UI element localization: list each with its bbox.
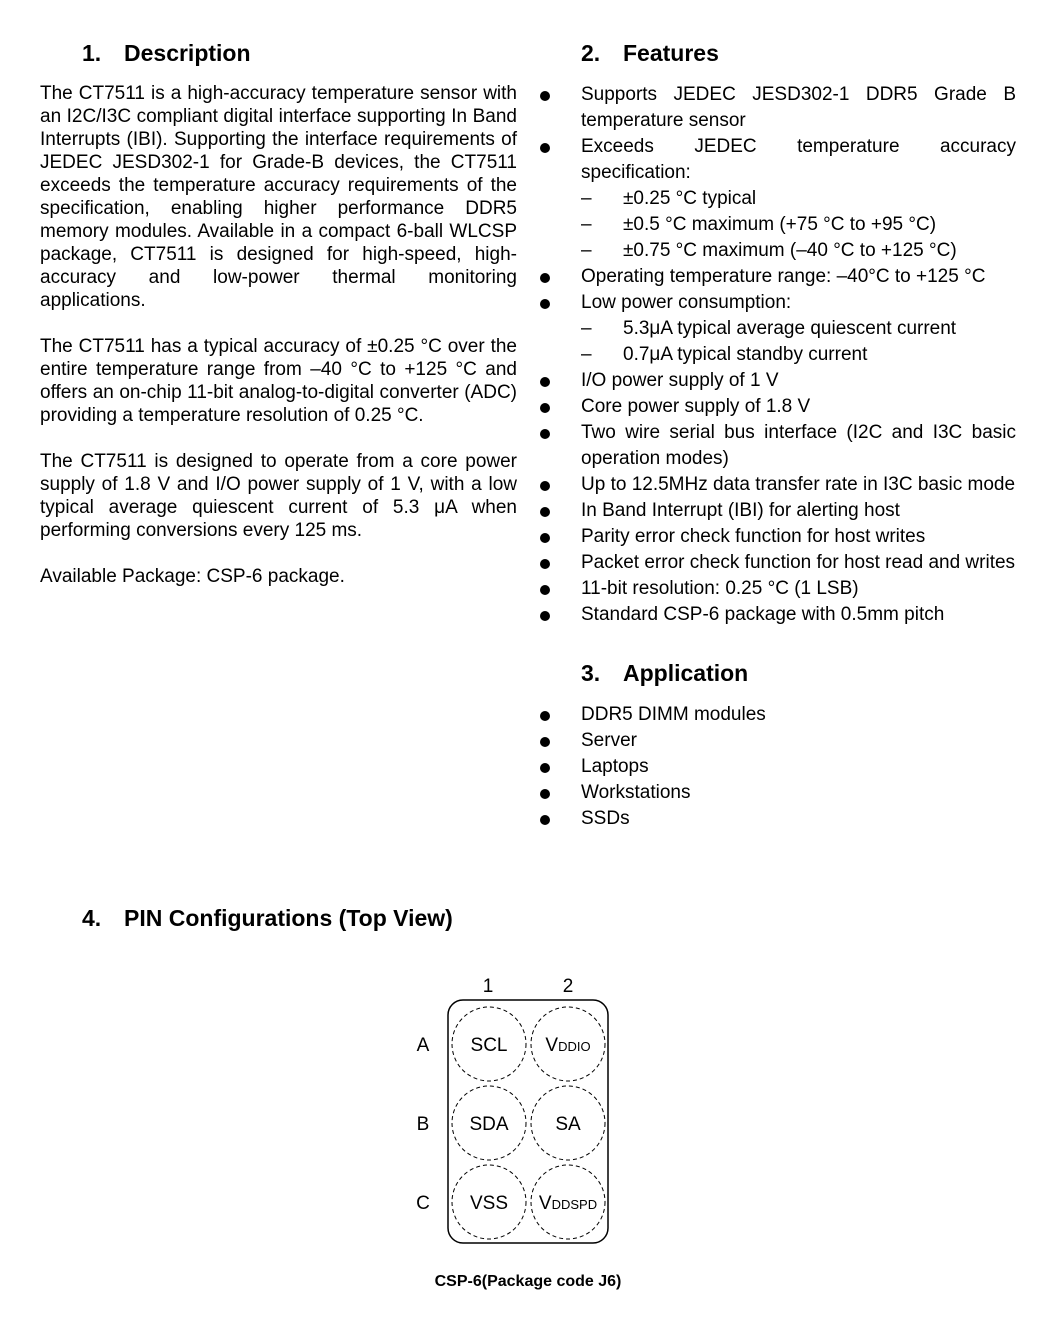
feature-item	[540, 524, 1016, 550]
description-paragraph-4: Available Package: CSP-6 package.	[40, 566, 345, 587]
bullet-icon	[540, 403, 550, 413]
feature-item	[540, 472, 1016, 498]
feature-item	[540, 368, 1016, 394]
application-heading-title: Application	[623, 660, 749, 686]
feature-text: Two wire serial bus interface (I2C and I3C basic operation modes)	[581, 422, 1016, 469]
application-list	[540, 702, 1016, 832]
bullet-icon	[540, 91, 550, 101]
application-item	[540, 780, 1016, 806]
dash-marker: –	[581, 344, 592, 365]
bullet-icon	[540, 789, 550, 799]
features-heading-number: 2.	[581, 40, 601, 66]
feature-item	[540, 576, 1016, 602]
bullet-icon	[540, 611, 550, 621]
feature-subitem	[581, 342, 1016, 368]
feature-subitems	[540, 316, 1016, 368]
dash-marker: –	[581, 188, 592, 209]
feature-text: I/O power supply of 1 V	[581, 370, 779, 391]
row-label-c: C	[416, 1193, 430, 1214]
pin-b2-label: SA	[555, 1114, 581, 1135]
application-text: Workstations	[581, 782, 691, 803]
feature-item	[540, 82, 1016, 134]
feature-sublist	[581, 316, 1016, 368]
pin-c2-sub: DDSPD	[551, 1197, 598, 1212]
pin-config-heading-number: 4.	[82, 905, 102, 931]
bullet-icon	[540, 429, 550, 439]
pin-c2-label	[539, 1193, 597, 1214]
bullet-icon	[540, 533, 550, 543]
pin-a2-label	[545, 1035, 590, 1056]
dash-marker: –	[581, 318, 592, 339]
feature-subitem-text: ±0.5 °C maximum (+75 °C to +95 °C)	[623, 214, 937, 235]
features-list	[540, 82, 1016, 628]
pin-a1-label: SCL	[470, 1035, 508, 1056]
features-section	[540, 38, 1016, 628]
dash-marker: –	[581, 214, 592, 235]
feature-item	[540, 602, 1016, 628]
bullet-icon	[540, 585, 550, 595]
column-label-2: 2	[562, 976, 574, 997]
row-label-b: B	[416, 1114, 430, 1135]
feature-text: Up to 12.5MHz data transfer rate in I3C basic mode	[581, 474, 1016, 495]
application-section	[540, 658, 1016, 832]
description-paragraph-2: The CT7511 has a typical accuracy of ±0.25 °C over the entire temperature range from –40 °C to +125 °C and offers an on-chip 11-bit analog-to-digital converter (ADC) providing a temperature resolution of 0.25 °C.	[40, 336, 517, 426]
pin-c2-main: V	[538, 1193, 552, 1214]
feature-text: Operating temperature range: –40°C to +125 °C	[581, 266, 986, 287]
feature-item	[540, 394, 1016, 420]
bullet-icon	[540, 763, 550, 773]
description-heading-title: Description	[124, 40, 251, 66]
feature-text: Packet error check function for host read and writes	[581, 552, 1016, 573]
application-heading	[581, 658, 1016, 688]
bullet-icon	[540, 273, 550, 283]
feature-item	[540, 550, 1016, 576]
application-text: DDR5 DIMM modules	[581, 704, 766, 725]
bullet-icon	[540, 143, 550, 153]
package-caption: CSP-6(Package code J6)	[434, 1273, 622, 1290]
features-heading-title: Features	[623, 40, 719, 66]
right-column	[540, 38, 1016, 832]
feature-text: Supports JEDEC JESD302-1 DDR5 Grade B temperature sensor	[581, 84, 1016, 131]
description-heading	[82, 38, 517, 68]
feature-subitem	[581, 316, 1016, 342]
row-label-a: A	[416, 1035, 430, 1056]
bullet-icon	[540, 737, 550, 747]
feature-text: Standard CSP-6 package with 0.5mm pitch	[581, 604, 945, 625]
feature-text: Core power supply of 1.8 V	[581, 396, 811, 417]
pin-a2-sub: DDIO	[558, 1039, 591, 1054]
features-heading	[581, 38, 1016, 68]
application-text: SSDs	[581, 808, 630, 829]
feature-item	[540, 420, 1016, 472]
bullet-icon	[540, 559, 550, 569]
description-heading-number: 1.	[82, 40, 102, 66]
feature-subitem	[581, 186, 1016, 212]
feature-text: Parity error check function for host writes	[581, 526, 926, 547]
feature-item	[540, 290, 1016, 316]
pin-config-heading-title: PIN Configurations (Top View)	[124, 905, 453, 931]
pin-b1-label: SDA	[469, 1114, 509, 1135]
pin-c1-label: VSS	[469, 1193, 509, 1214]
application-item	[540, 728, 1016, 754]
bullet-icon	[540, 377, 550, 387]
feature-subitem	[581, 238, 1016, 264]
description-paragraph-3: The CT7511 is designed to operate from a core power supply of 1.8 V and I/O power supply of 1 V, with a low typical average quiescent current of 5.3 μA when performing conversions every 125 ms.	[40, 451, 517, 541]
description-paragraph-1: The CT7511 is a high-accuracy temperature sensor with an I2C/I3C compliant digital interface supporting In Band Interrupts (IBI). Supporting the interface requirements of JEDEC JESD302-1 for Grade-B devices, the CT7511 exceeds the temperature accuracy requirements of the specification, enabling higher performance DDR5 memory modules. Available in a compact 6-ball WLCSP package, CT7511 is designed for high-speed, high-accuracy and low-power thermal monitoring applications.	[40, 83, 517, 311]
feature-item	[540, 134, 1016, 186]
feature-item	[540, 498, 1016, 524]
application-text: Laptops	[581, 756, 649, 777]
column-label-1: 1	[482, 976, 494, 997]
description-section	[40, 38, 517, 611]
feature-subitem	[581, 212, 1016, 238]
application-item	[540, 702, 1016, 728]
application-text: Server	[581, 730, 637, 751]
feature-text: 11-bit resolution: 0.25 °C (1 LSB)	[581, 578, 859, 599]
application-item	[540, 754, 1016, 780]
bullet-icon	[540, 711, 550, 721]
application-item	[540, 806, 1016, 832]
dash-marker: –	[581, 240, 592, 261]
application-heading-number: 3.	[581, 660, 601, 686]
feature-text: Low power consumption:	[581, 292, 792, 313]
bullet-icon	[540, 299, 550, 309]
feature-subitem-text: ±0.75 °C maximum (–40 °C to +125 °C)	[623, 240, 957, 261]
bullet-icon	[540, 815, 550, 825]
pin-config-heading	[82, 903, 453, 933]
feature-text: Exceeds JEDEC temperature accuracy specification:	[581, 136, 1016, 183]
pin-diagram	[400, 965, 620, 1250]
bullet-icon	[540, 507, 550, 517]
feature-subitems	[540, 186, 1016, 264]
feature-text: In Band Interrupt (IBI) for alerting host	[581, 500, 900, 521]
pin-a2-main: V	[545, 1035, 559, 1056]
feature-subitem-text: 5.3μA typical average quiescent current	[623, 318, 957, 339]
feature-subitem-text: ±0.25 °C typical	[623, 188, 757, 209]
feature-sublist	[581, 186, 1016, 264]
feature-item	[540, 264, 1016, 290]
feature-subitem-text: 0.7μA typical standby current	[623, 344, 868, 365]
bullet-icon	[540, 481, 550, 491]
